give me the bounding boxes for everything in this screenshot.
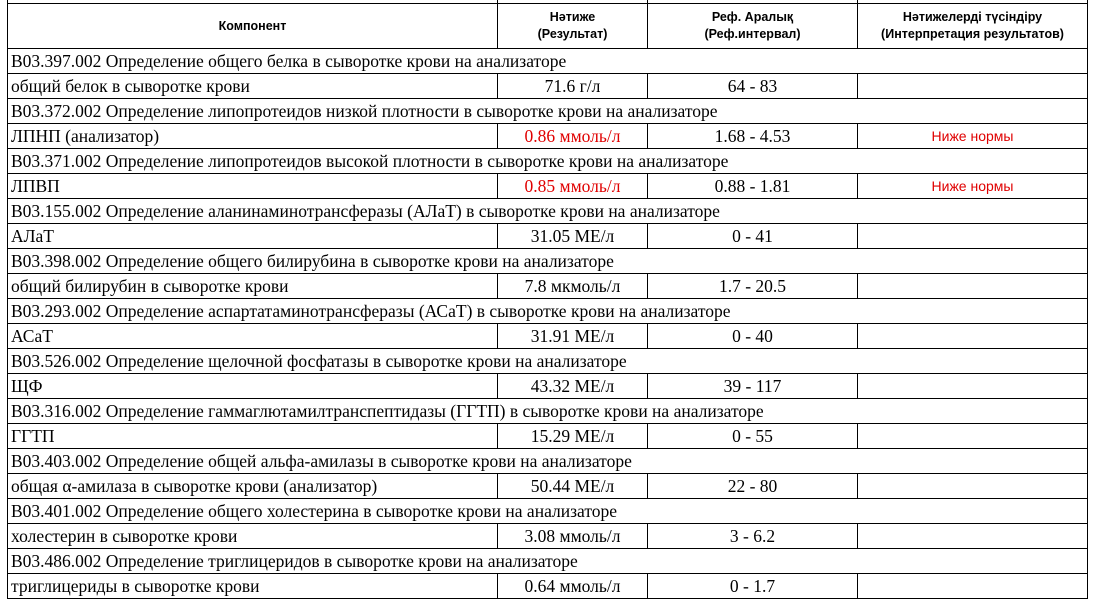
section-title: B03.372.002 Определение липопротеидов низкой плотности в сыворотке крови на анализаторе xyxy=(8,99,1088,124)
section-title: B03.316.002 Определение гаммаглютамилтранспептидазы (ГГТП) в сыворотке крови на анализаторе xyxy=(8,399,1088,424)
result-value: 43.32 МЕ/л xyxy=(498,374,648,399)
interpretation xyxy=(858,224,1088,249)
interpretation: Ниже нормы xyxy=(858,174,1088,199)
interpretation xyxy=(858,324,1088,349)
section-row xyxy=(8,349,1088,374)
table-row xyxy=(8,124,1088,149)
results-table xyxy=(7,0,1088,599)
table-row xyxy=(8,274,1088,299)
result-value: 3.08 ммоль/л xyxy=(498,524,648,549)
ref-interval: 22 - 80 xyxy=(648,474,858,499)
component-name: ЛПВП xyxy=(8,174,498,199)
lab-results-sheet xyxy=(7,0,1087,599)
section-title: B03.155.002 Определение аланинаминотрансферазы (АЛаТ) в сыворотке крови на анализаторе xyxy=(8,199,1088,224)
result-value: 71.6 г/л xyxy=(498,74,648,99)
table-row xyxy=(8,524,1088,549)
ref-interval: 0.88 - 1.81 xyxy=(648,174,858,199)
component-name: ЛПНП (анализатор) xyxy=(8,124,498,149)
section-title: B03.403.002 Определение общей альфа-амилазы в сыворотке крови на анализаторе xyxy=(8,449,1088,474)
interpretation xyxy=(858,474,1088,499)
section-row xyxy=(8,99,1088,124)
section-row xyxy=(8,449,1088,474)
header-result: Нәтиже (Результат) xyxy=(498,4,648,49)
result-value: 50.44 МЕ/л xyxy=(498,474,648,499)
component-name: ГГТП xyxy=(8,424,498,449)
interpretation: Ниже нормы xyxy=(858,124,1088,149)
interpretation xyxy=(858,274,1088,299)
ref-interval: 0 - 41 xyxy=(648,224,858,249)
section-row xyxy=(8,149,1088,174)
interpretation xyxy=(858,424,1088,449)
ref-interval: 0 - 40 xyxy=(648,324,858,349)
table-row xyxy=(8,174,1088,199)
section-row xyxy=(8,249,1088,274)
table-row xyxy=(8,324,1088,349)
section-title: B03.397.002 Определение общего белка в сыворотке крови на анализаторе xyxy=(8,49,1088,74)
table-row xyxy=(8,74,1088,99)
section-row xyxy=(8,549,1088,574)
section-row xyxy=(8,299,1088,324)
table-row xyxy=(8,424,1088,449)
result-value: 7.8 мкмоль/л xyxy=(498,274,648,299)
table-row xyxy=(8,224,1088,249)
component-name: ЩФ xyxy=(8,374,498,399)
section-title: B03.398.002 Определение общего билирубина в сыворотке крови на анализаторе xyxy=(8,249,1088,274)
section-row xyxy=(8,399,1088,424)
interpretation xyxy=(858,524,1088,549)
result-value: 31.05 МЕ/л xyxy=(498,224,648,249)
section-title: B03.526.002 Определение щелочной фосфатазы в сыворотке крови на анализаторе xyxy=(8,349,1088,374)
ref-interval: 0 - 1.7 xyxy=(648,574,858,599)
section-row xyxy=(8,49,1088,74)
interpretation xyxy=(858,374,1088,399)
ref-interval: 64 - 83 xyxy=(648,74,858,99)
header-interpretation: Нәтижелерді түсіндіру (Интерпретация результатов) xyxy=(858,4,1088,49)
interpretation xyxy=(858,74,1088,99)
header-component: Компонент xyxy=(8,4,498,49)
section-title: B03.401.002 Определение общего холестерина в сыворотке крови на анализаторе xyxy=(8,499,1088,524)
section-title: B03.293.002 Определение аспартатаминотрансферазы (АСаТ) в сыворотке крови на анализаторе xyxy=(8,299,1088,324)
result-value: 15.29 МЕ/л xyxy=(498,424,648,449)
result-value: 31.91 МЕ/л xyxy=(498,324,648,349)
component-name: АЛаТ xyxy=(8,224,498,249)
section-title: B03.486.002 Определение триглицеридов в сыворотке крови на анализаторе xyxy=(8,549,1088,574)
result-value: 0.85 ммоль/л xyxy=(498,174,648,199)
table-row xyxy=(8,574,1088,599)
component-name: АСаТ xyxy=(8,324,498,349)
result-value: 0.64 ммоль/л xyxy=(498,574,648,599)
result-value: 0.86 ммоль/л xyxy=(498,124,648,149)
ref-interval: 39 - 117 xyxy=(648,374,858,399)
ref-interval: 1.68 - 4.53 xyxy=(648,124,858,149)
header-ref-interval: Реф. Аралық (Реф.интервал) xyxy=(648,4,858,49)
section-row xyxy=(8,199,1088,224)
section-row xyxy=(8,499,1088,524)
interpretation xyxy=(858,574,1088,599)
table-row xyxy=(8,474,1088,499)
component-name: триглицериды в сыворотке крови xyxy=(8,574,498,599)
table-header-row xyxy=(8,4,1088,49)
ref-interval: 3 - 6.2 xyxy=(648,524,858,549)
ref-interval: 0 - 55 xyxy=(648,424,858,449)
ref-interval: 1.7 - 20.5 xyxy=(648,274,858,299)
component-name: общий белок в сыворотке крови xyxy=(8,74,498,99)
component-name: холестерин в сыворотке крови xyxy=(8,524,498,549)
section-title: B03.371.002 Определение липопротеидов высокой плотности в сыворотке крови на анализаторе xyxy=(8,149,1088,174)
component-name: общая α-амилаза в сыворотке крови (анализатор) xyxy=(8,474,498,499)
table-row xyxy=(8,374,1088,399)
component-name: общий билирубин в сыворотке крови xyxy=(8,274,498,299)
